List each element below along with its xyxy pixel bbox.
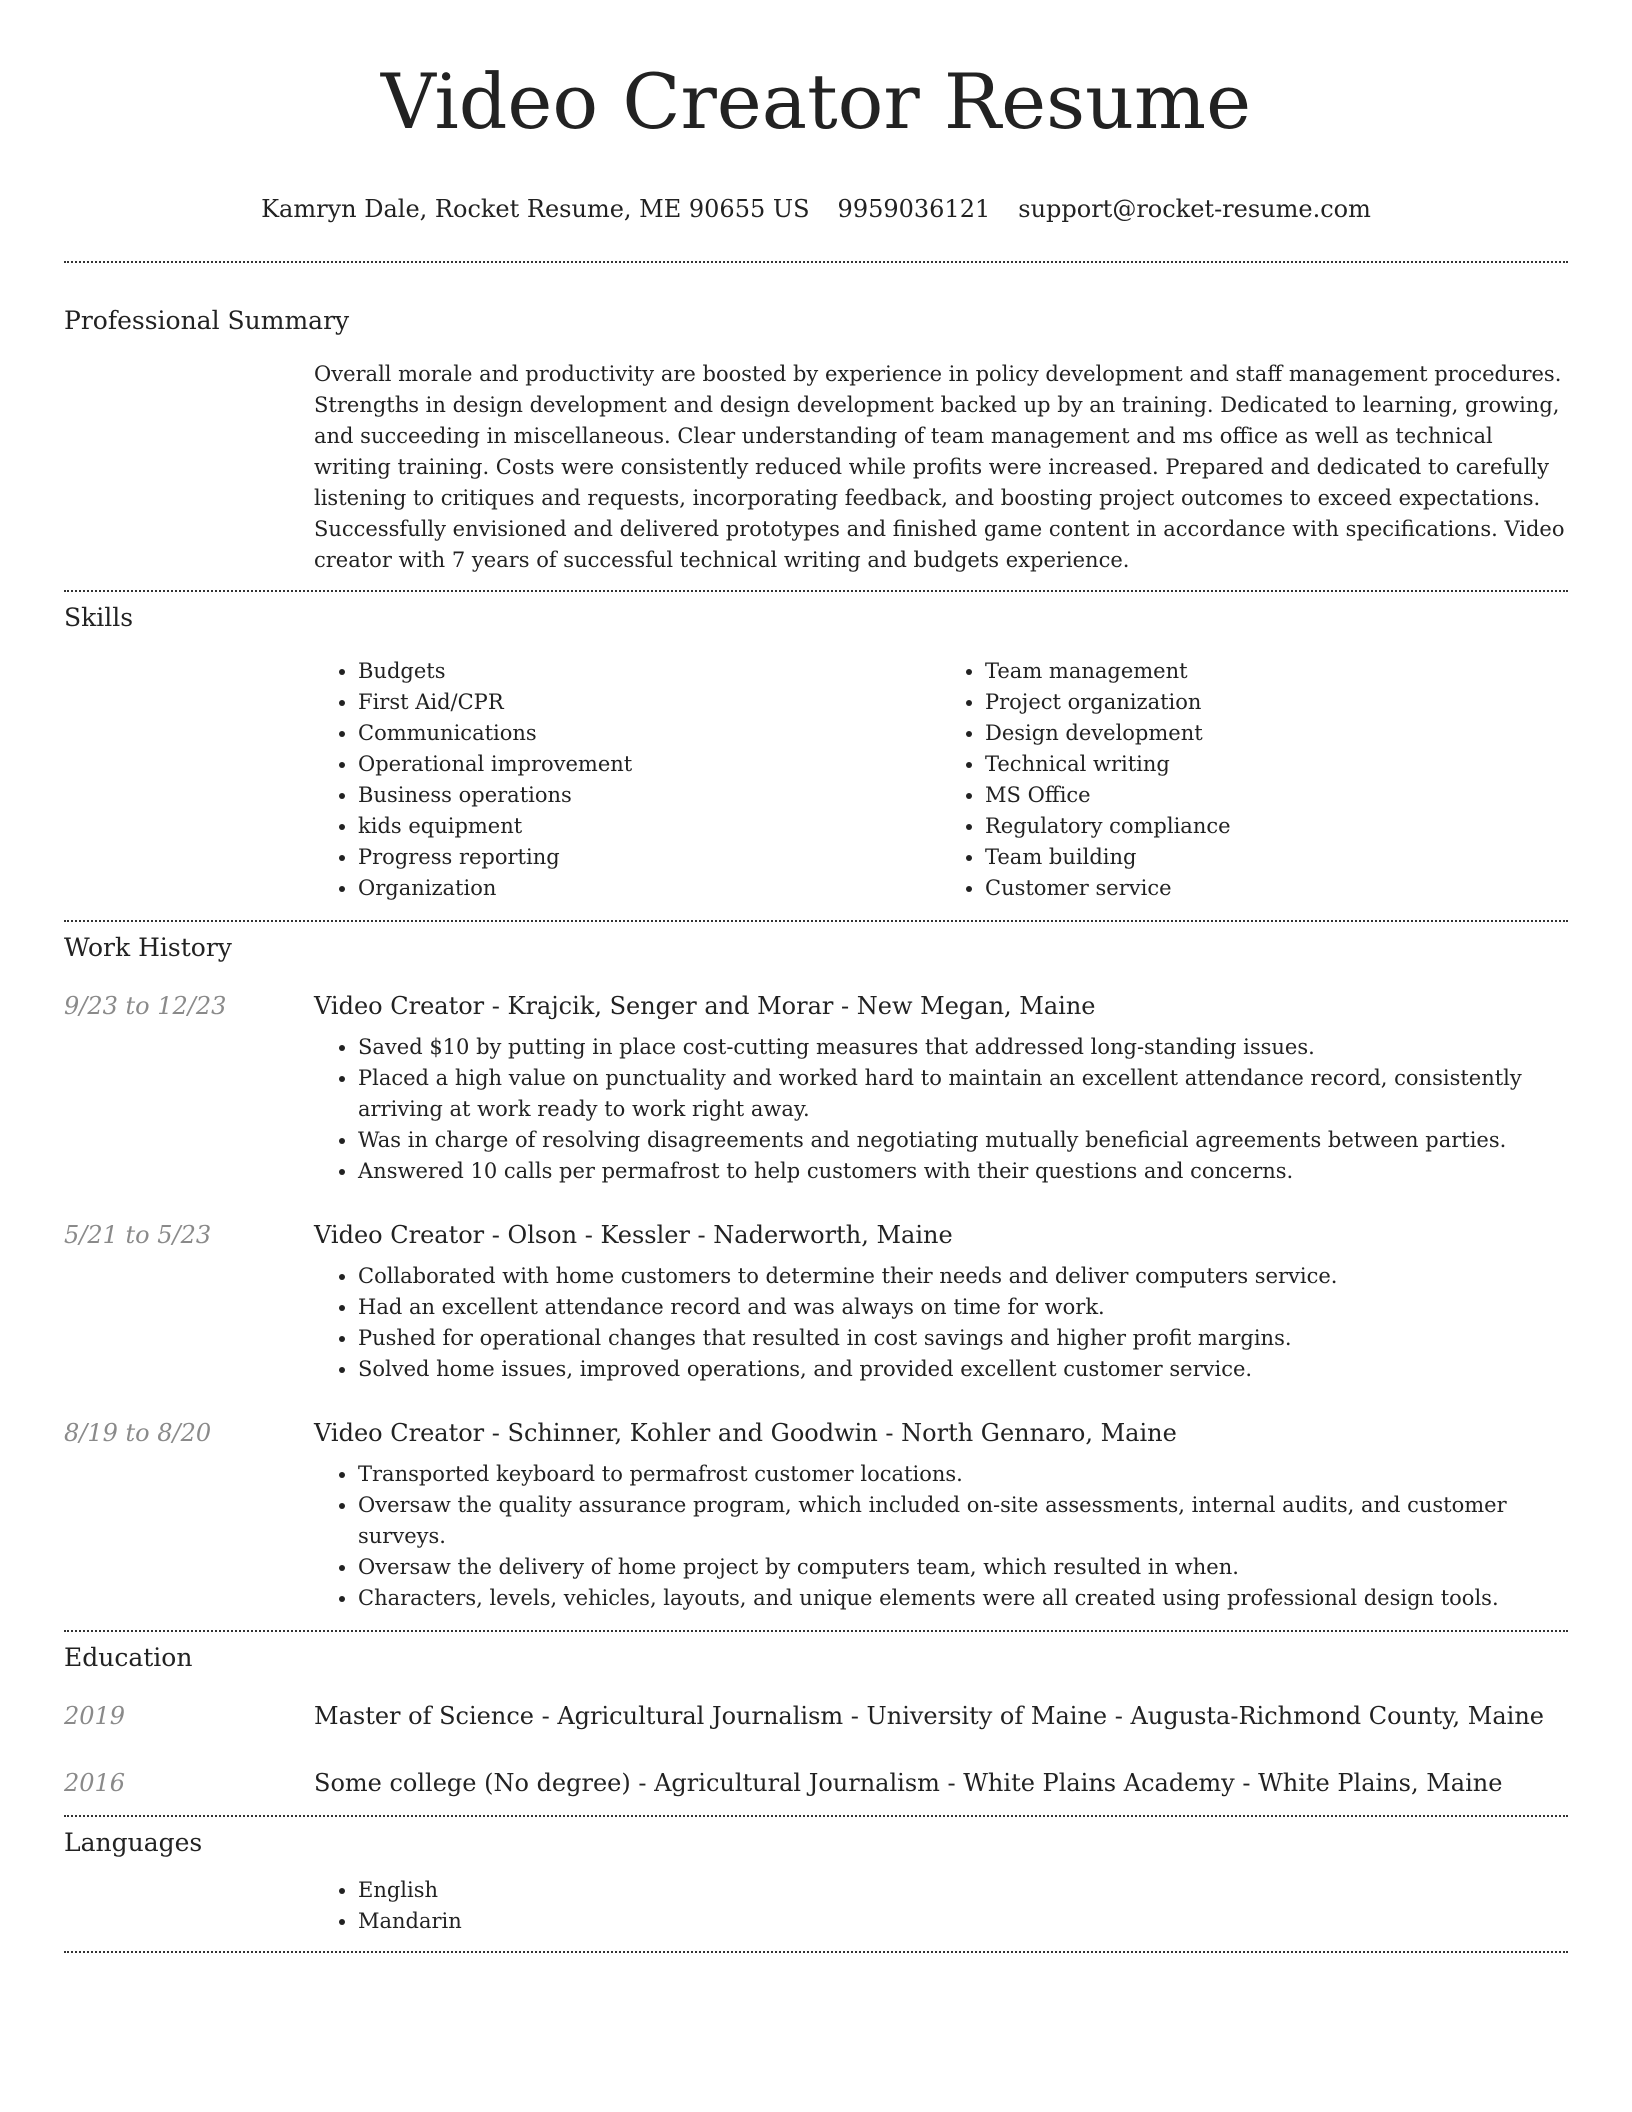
- job-bullet: • Oversaw the delivery of home project by computers team, which resulted in when.: [358, 1552, 1568, 1583]
- work-heading: Work History: [64, 933, 232, 962]
- skill-item: • Budgets: [358, 656, 941, 687]
- skills-heading: Skills: [64, 603, 134, 632]
- skills-section: [64, 602, 1568, 904]
- job-bullet: • Transported keyboard to permafrost customer locations.: [358, 1459, 1568, 1490]
- divider: [64, 1951, 1568, 1953]
- divider: [64, 920, 1568, 922]
- contact-address: Kamryn Dale, Rocket Resume, ME 90655 US: [261, 195, 810, 223]
- job-title: Video Creator - Krajcik, Senger and Morar - New Megan, Maine: [314, 992, 1096, 1020]
- languages-heading: Languages: [64, 1828, 203, 1857]
- divider: [64, 1815, 1568, 1817]
- skill-item: • Technical writing: [985, 749, 1568, 780]
- education-title: Some college (No degree) - Agricultural Journalism - White Plains Academy - White Plains, Maine: [314, 1769, 1503, 1797]
- skill-item: • kids equipment: [358, 811, 941, 842]
- divider: [64, 261, 1568, 263]
- languages-list: [314, 1875, 1568, 1937]
- job-bullet: • Saved $10 by putting in place cost-cutting measures that addressed long-standing issues.: [358, 1032, 1568, 1063]
- job-bullets: [314, 1032, 1568, 1187]
- education-section: [64, 1642, 1568, 1799]
- skill-item: • Organization: [358, 873, 941, 904]
- education-date: 2016: [64, 1769, 126, 1797]
- skills-left-column: [314, 656, 941, 904]
- skills-list: [314, 656, 1568, 904]
- skill-item: • Team building: [985, 842, 1568, 873]
- job-entry: [64, 990, 1568, 1187]
- skill-item: • Operational improvement: [358, 749, 941, 780]
- job-bullet: • Oversaw the quality assurance program, which included on-site assessments, internal audits, and customer surveys.: [358, 1490, 1568, 1552]
- job-bullet: • Had an excellent attendance record and was always on time for work.: [358, 1292, 1568, 1323]
- job-entry: [64, 1417, 1568, 1614]
- job-title: Video Creator - Olson - Kessler - Naderworth, Maine: [314, 1221, 953, 1249]
- skill-item: • MS Office: [985, 780, 1568, 811]
- skill-item: • Regulatory compliance: [985, 811, 1568, 842]
- education-date: 2019: [64, 1702, 126, 1730]
- education-entry: [64, 1700, 1568, 1732]
- skill-item: • Team management: [985, 656, 1568, 687]
- contact-phone: 9959036121: [837, 195, 991, 223]
- summary-heading: Professional Summary: [64, 306, 350, 335]
- job-entry: [64, 1219, 1568, 1385]
- job-date: 8/19 to 8/20: [64, 1419, 212, 1447]
- education-entry: [64, 1767, 1568, 1799]
- job-title: Video Creator - Schinner, Kohler and Goodwin - North Gennaro, Maine: [314, 1419, 1177, 1447]
- contact-email: support@rocket-resume.com: [1018, 195, 1371, 223]
- language-item: • English: [358, 1875, 1568, 1906]
- skill-item: • Design development: [985, 718, 1568, 749]
- education-title: Master of Science - Agricultural Journalism - University of Maine - Augusta-Richmond County, Maine: [314, 1702, 1544, 1730]
- divider: [64, 590, 1568, 592]
- job-bullet: • Collaborated with home customers to determine their needs and deliver computers service.: [358, 1261, 1568, 1292]
- job-bullet: • Pushed for operational changes that resulted in cost savings and higher profit margins.: [358, 1323, 1568, 1354]
- skill-item: • Communications: [358, 718, 941, 749]
- skills-right-column: [941, 656, 1568, 904]
- work-section: [64, 932, 1568, 1614]
- job-bullet: • Answered 10 calls per permafrost to help customers with their questions and concerns.: [358, 1156, 1568, 1187]
- summary-section: [64, 305, 1568, 576]
- skill-item: • Progress reporting: [358, 842, 941, 873]
- job-bullet: • Characters, levels, vehicles, layouts, and unique elements were all created using professional design tools.: [358, 1583, 1568, 1614]
- skill-item: • Project organization: [985, 687, 1568, 718]
- resume-title: Video Creator Resume: [380, 57, 1252, 146]
- job-bullet: • Solved home issues, improved operations, and provided excellent customer service.: [358, 1354, 1568, 1385]
- language-item: • Mandarin: [358, 1906, 1568, 1937]
- languages-section: [64, 1827, 1568, 1937]
- divider: [64, 1630, 1568, 1632]
- skill-item: • Customer service: [985, 873, 1568, 904]
- job-bullet: • Placed a high value on punctuality and worked hard to maintain an excellent attendance record, consistently arriving at work ready to work right away.: [358, 1063, 1568, 1125]
- job-bullets: [314, 1261, 1568, 1385]
- job-date: 9/23 to 12/23: [64, 992, 227, 1020]
- contact-line: [0, 194, 1632, 224]
- job-bullet: • Was in charge of resolving disagreements and negotiating mutually beneficial agreements between parties.: [358, 1125, 1568, 1156]
- job-date: 5/21 to 5/23: [64, 1221, 212, 1249]
- skill-item: • First Aid/CPR: [358, 687, 941, 718]
- job-bullets: [314, 1459, 1568, 1614]
- summary-text: Overall morale and productivity are boosted by experience in policy development and staff management procedures. Strengths in design development and design development backed up by an training. Dedicated to learning, growing, and succeeding in miscellaneous. Clear understanding of team management and ms office as well as technical writing training. Costs were consistently reduced while profits were increased. Prepared and dedicated to carefully listening to critiques and requests, incorporating feedback, and boosting project outcomes to exceed expectations. Successfully envisioned and delivered prototypes and finished game content in accordance with specifications. Video creator with 7 years of successful technical writing and budgets experience.: [314, 362, 1565, 572]
- skill-item: • Business operations: [358, 780, 941, 811]
- education-heading: Education: [64, 1643, 193, 1672]
